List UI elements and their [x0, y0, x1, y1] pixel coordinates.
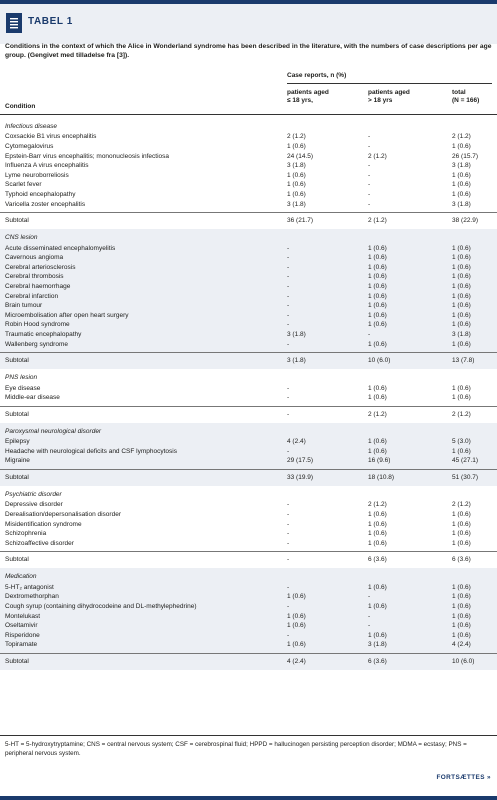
old-cell: 1 (0.6) [368, 384, 387, 392]
total-cell: 1 (0.6) [452, 292, 471, 300]
condition-cell: Lyme neuroborreliosis [5, 171, 69, 179]
table-section [0, 118, 497, 229]
old-cell: 1 (0.6) [368, 311, 387, 319]
condition-cell: Schizoaffective disorder [5, 539, 74, 547]
continues-link[interactable]: FORTSÆTTES » [436, 774, 491, 781]
condition-cell: Varicella zoster encephalitis [5, 200, 86, 208]
total-cell: 2 (1.2) [452, 501, 471, 509]
column-total-line1: total [452, 89, 466, 96]
old-cell: 2 (1.2) [368, 501, 387, 509]
table-row [0, 631, 497, 641]
young-cell: - [287, 631, 290, 639]
total-cell: 1 (0.6) [452, 282, 471, 290]
total-cell: 4 (2.4) [452, 641, 471, 649]
table-row [0, 311, 497, 321]
condition-cell: Dextromethorphan [5, 593, 59, 601]
section-title-row [0, 232, 497, 243]
total-cell: 1 (0.6) [452, 602, 471, 610]
young-cell: 3 (1.8) [287, 200, 306, 208]
condition-cell: Eye disease [5, 384, 41, 392]
footer-rule [0, 796, 497, 800]
section-title: Psychiatric disorder [5, 491, 62, 498]
young-cell: 1 (0.6) [287, 593, 306, 601]
condition-cell: Schizophrenia [5, 530, 47, 538]
table-row [0, 592, 497, 602]
column-total-line2: (N = 166) [452, 97, 480, 104]
subtotal-old: 6 (3.6) [368, 657, 387, 665]
young-cell: 3 (1.8) [287, 330, 306, 338]
old-cell: 1 (0.6) [368, 263, 387, 271]
total-cell: 1 (0.6) [452, 511, 471, 518]
old-cell: 1 (0.6) [368, 273, 387, 281]
condition-cell: Risperidone [5, 631, 40, 639]
total-cell: 1 (0.6) [452, 384, 471, 392]
condition-cell: Typhoid encephalopathy [5, 191, 76, 198]
table-row [0, 640, 497, 650]
subtotal-young: 3 (1.8) [287, 357, 306, 365]
condition-cell: Coxsackie B1 virus encephalitis [5, 133, 97, 141]
young-cell: 2 (1.2) [287, 133, 306, 141]
table-row [0, 529, 497, 539]
total-cell: 3 (1.8) [452, 330, 471, 338]
total-cell: 1 (0.6) [452, 311, 471, 319]
total-cell: 1 (0.6) [452, 394, 471, 402]
table-row [0, 602, 497, 612]
condition-cell: Cerebral arteriosclerosis [5, 263, 76, 271]
old-cell: 1 (0.6) [368, 244, 387, 252]
old-cell: - [368, 181, 371, 189]
young-cell: - [287, 311, 290, 319]
table-caption: Conditions in the context of which the Alice in Wonderland syndrome has been described in the literature, with the numbers of case descriptions per age group. (Gengivet med tilladelse fra [3]). [5, 43, 492, 59]
subtotal-young: 36 (21.7) [287, 217, 314, 225]
young-cell: - [287, 321, 290, 329]
subtotal-rule [0, 406, 497, 407]
subtotal-old: 2 (1.2) [368, 410, 387, 418]
subtotal-label: Subtotal [5, 357, 29, 365]
table-row [0, 456, 497, 466]
section-title-row [0, 426, 497, 437]
condition-cell: Epstein-Barr virus encephalitis; mononucleosis infectiosa [5, 152, 170, 160]
total-cell: 3 (1.8) [452, 162, 471, 170]
old-cell: 1 (0.6) [368, 539, 387, 547]
subtotal-total: 13 (7.8) [452, 357, 475, 365]
section-title: Paroxysmal neurological disorder [5, 427, 102, 435]
condition-cell: Misidentification syndrome [5, 520, 82, 528]
old-cell: - [368, 143, 371, 150]
subtotal-row [0, 355, 497, 366]
young-cell: 24 (14.5) [287, 152, 314, 160]
old-cell: 1 (0.6) [368, 602, 387, 610]
total-cell: 2 (1.2) [452, 133, 471, 141]
total-cell: 1 (0.6) [452, 631, 471, 639]
condition-cell: Cerebral haemorrhage [5, 282, 71, 290]
subtotal-label: Subtotal [5, 410, 29, 418]
condition-cell: Traumatic encephalopathy [5, 330, 82, 338]
total-cell: 1 (0.6) [452, 583, 471, 591]
subtotal-rule [0, 469, 497, 470]
table-title: TABEL 1 [28, 16, 73, 27]
young-cell: - [287, 340, 290, 348]
table-row [0, 621, 497, 631]
young-cell: 1 (0.6) [287, 171, 306, 179]
table-row [0, 200, 497, 210]
old-cell: 1 (0.6) [368, 520, 387, 528]
old-cell: 1 (0.6) [368, 340, 387, 348]
total-cell: 1 (0.6) [452, 181, 471, 189]
young-cell: - [287, 520, 290, 528]
condition-cell: Montelukast [5, 612, 41, 620]
table-section [0, 369, 497, 423]
table-row [0, 292, 497, 302]
young-cell: - [287, 244, 290, 252]
condition-cell: Scarlet fever [5, 181, 42, 189]
subtotal-label: Subtotal [5, 657, 29, 665]
old-cell: 1 (0.6) [368, 530, 387, 538]
young-cell: 29 (17.5) [287, 457, 314, 465]
table-row [0, 152, 497, 162]
table-row [0, 301, 497, 311]
condition-cell: Middle-ear disease [5, 394, 60, 402]
total-cell: 1 (0.6) [452, 191, 471, 198]
old-cell: - [368, 622, 371, 630]
condition-cell: Depressive disorder [5, 501, 63, 509]
young-cell: - [287, 302, 290, 310]
subtotal-rule [0, 653, 497, 654]
subtotal-row [0, 656, 497, 667]
subtotal-label: Subtotal [5, 556, 29, 564]
subtotal-rule [0, 212, 497, 213]
table-row [0, 244, 497, 254]
table-row [0, 282, 497, 292]
table-section [0, 568, 497, 670]
table-row [0, 263, 497, 273]
column-old-line1: patients aged [368, 89, 410, 96]
table-row [0, 132, 497, 142]
column-old-line2: > 18 yrs [368, 97, 393, 104]
young-cell: - [287, 539, 290, 547]
subtotal-row [0, 409, 497, 420]
young-cell: - [287, 530, 290, 538]
subtotal-rule [0, 551, 497, 552]
young-cell: 1 (0.6) [287, 181, 306, 189]
young-cell: - [287, 282, 290, 290]
section-title: Infectious disease [5, 123, 58, 130]
table-row [0, 583, 497, 593]
old-cell: 16 (9.6) [368, 457, 391, 465]
column-group-header: Case reports, n (%) [287, 72, 347, 79]
condition-cell: Epilepsy [5, 438, 30, 446]
old-cell: - [368, 162, 371, 170]
condition-cell: Headache with neurological deficits and CSF lymphocytosis [5, 447, 177, 455]
condition-cell: Cerebral thrombosis [5, 273, 64, 281]
condition-cell: Influenza A virus encephalitis [5, 162, 89, 170]
old-cell: 1 (0.6) [368, 282, 387, 290]
table-row [0, 180, 497, 190]
young-cell: - [287, 254, 290, 262]
column-condition-header: Condition [5, 103, 36, 110]
young-cell: - [287, 602, 290, 610]
old-cell: - [368, 191, 371, 198]
condition-cell: Brain tumour [5, 302, 43, 310]
table-row [0, 384, 497, 394]
young-cell: - [287, 447, 290, 455]
total-cell: 1 (0.6) [452, 539, 471, 547]
total-cell: 1 (0.6) [452, 143, 471, 150]
table-row [0, 437, 497, 447]
condition-cell: Derealisation/depersonalisation disorder [5, 511, 121, 518]
young-cell: 1 (0.6) [287, 143, 306, 150]
header-bottom-rule [0, 114, 497, 115]
condition-cell: Cavernous angioma [5, 254, 64, 262]
table-row [0, 190, 497, 200]
old-cell: 1 (0.6) [368, 394, 387, 402]
young-cell: - [287, 273, 290, 281]
condition-cell: Acute disseminated encephalomyelitis [5, 244, 116, 252]
subtotal-total: 2 (1.2) [452, 410, 471, 418]
old-cell: 3 (1.8) [368, 641, 387, 649]
section-title-row [0, 571, 497, 582]
subtotal-total: 51 (30.7) [452, 473, 479, 481]
total-cell: 1 (0.6) [452, 254, 471, 262]
subtotal-old: 10 (6.0) [368, 357, 391, 365]
total-cell: 1 (0.6) [452, 530, 471, 538]
old-cell: - [368, 330, 371, 338]
subtotal-total: 38 (22.9) [452, 217, 479, 225]
column-young-line2: ≤ 18 yrs, [287, 97, 313, 104]
total-cell: 1 (0.6) [452, 593, 471, 601]
total-cell: 1 (0.6) [452, 520, 471, 528]
table-footnote: 5-HT = 5-hydroxytryptamine; CNS = central nervous system; CSF = cerebrospinal fluid; HPPD = hallucinogen persisting perception disorder; MDMA = ecstasy; PNS = peripheral nervous system. [5, 741, 467, 757]
table-header-band [0, 0, 497, 44]
total-cell: 1 (0.6) [452, 321, 471, 329]
subtotal-rule [0, 352, 497, 353]
table-row [0, 272, 497, 282]
document-list-icon [6, 13, 22, 33]
old-cell: 1 (0.6) [368, 302, 387, 310]
young-cell: 1 (0.6) [287, 612, 306, 620]
condition-cell: Cerebral infarction [5, 292, 59, 300]
section-title-row [0, 489, 497, 500]
table-section [0, 229, 497, 369]
condition-cell: Migraine [5, 457, 30, 465]
condition-cell: Cytomegalovirus [5, 143, 54, 150]
section-title-row [0, 121, 497, 132]
condition-cell: Robin Hood syndrome [5, 321, 70, 329]
subtotal-total: 10 (6.0) [452, 657, 475, 665]
young-cell: - [287, 501, 290, 509]
column-young-line1: patients aged [287, 89, 329, 96]
total-cell: 1 (0.6) [452, 622, 471, 630]
subtotal-label: Subtotal [5, 217, 29, 225]
total-cell: 45 (27.1) [452, 457, 479, 465]
subtotal-total: 6 (3.6) [452, 556, 471, 564]
condition-cell: 5-HT₂ antagonist [5, 583, 54, 591]
old-cell: 1 (0.6) [368, 321, 387, 329]
subtotal-row [0, 472, 497, 483]
table-row [0, 330, 497, 340]
table-row [0, 253, 497, 263]
subtotal-old: 2 (1.2) [368, 217, 387, 225]
young-cell: - [287, 384, 290, 392]
total-cell: 26 (15.7) [452, 152, 479, 160]
young-cell: - [287, 583, 290, 591]
total-cell: 1 (0.6) [452, 171, 471, 179]
total-cell: 1 (0.6) [452, 263, 471, 271]
young-cell: - [287, 511, 290, 518]
young-cell: 1 (0.6) [287, 191, 306, 198]
young-cell: 4 (2.4) [287, 438, 306, 446]
old-cell: 1 (0.6) [368, 447, 387, 455]
table-row [0, 340, 497, 350]
total-cell: 1 (0.6) [452, 302, 471, 310]
total-cell: 3 (1.8) [452, 200, 471, 208]
subtotal-young: 4 (2.4) [287, 657, 306, 665]
table-row [0, 171, 497, 181]
subtotal-label: Subtotal [5, 473, 29, 481]
total-cell: 5 (3.0) [452, 438, 471, 446]
table-row [0, 161, 497, 171]
old-cell: - [368, 593, 371, 601]
old-cell: 1 (0.6) [368, 631, 387, 639]
subtotal-young: - [287, 410, 290, 418]
old-cell: 1 (0.6) [368, 292, 387, 300]
old-cell: 1 (0.6) [368, 254, 387, 262]
old-cell: - [368, 612, 371, 620]
old-cell: 1 (0.6) [368, 511, 387, 518]
table-row [0, 320, 497, 330]
young-cell: - [287, 394, 290, 402]
young-cell: 1 (0.6) [287, 641, 306, 649]
section-title: PNS lesion [5, 374, 38, 382]
total-cell: 1 (0.6) [452, 340, 471, 348]
subtotal-young: - [287, 556, 290, 564]
young-cell: - [287, 263, 290, 271]
total-cell: 1 (0.6) [452, 447, 471, 455]
table-row [0, 393, 497, 403]
group-divider [287, 83, 492, 84]
total-cell: 1 (0.6) [452, 273, 471, 281]
section-title: Medication [5, 573, 37, 581]
old-cell: - [368, 200, 371, 208]
table-row [0, 500, 497, 510]
young-cell: 3 (1.8) [287, 162, 306, 170]
table-section [0, 486, 497, 568]
total-cell: 1 (0.6) [452, 612, 471, 620]
old-cell: 2 (1.2) [368, 152, 387, 160]
subtotal-old: 6 (3.6) [368, 556, 387, 564]
table-row [0, 520, 497, 530]
subtotal-old: 18 (10.8) [368, 473, 395, 481]
young-cell: - [287, 292, 290, 300]
old-cell: - [368, 171, 371, 179]
table-section [0, 423, 497, 486]
table-row [0, 447, 497, 457]
subtotal-row [0, 554, 497, 565]
section-title-row [0, 372, 497, 383]
total-cell: 1 (0.6) [452, 244, 471, 252]
condition-cell: Cough syrup (containing dihydrocodeine and DL-methylephedrine) [5, 602, 197, 610]
table-row [0, 510, 497, 520]
condition-cell: Oseltamivir [5, 622, 38, 630]
condition-cell: Topiramate [5, 641, 38, 649]
condition-cell: Microembolisation after open heart surgery [5, 311, 129, 319]
old-cell: 1 (0.6) [368, 438, 387, 446]
subtotal-young: 33 (19.9) [287, 473, 314, 481]
table-row [0, 539, 497, 549]
section-title: CNS lesion [5, 234, 38, 242]
old-cell: - [368, 133, 371, 141]
subtotal-row [0, 215, 497, 226]
young-cell: 1 (0.6) [287, 622, 306, 630]
table-row [0, 612, 497, 622]
table-row [0, 142, 497, 152]
old-cell: 1 (0.6) [368, 583, 387, 591]
table-bottom-rule [0, 735, 497, 736]
condition-cell: Wallenberg syndrome [5, 340, 68, 348]
